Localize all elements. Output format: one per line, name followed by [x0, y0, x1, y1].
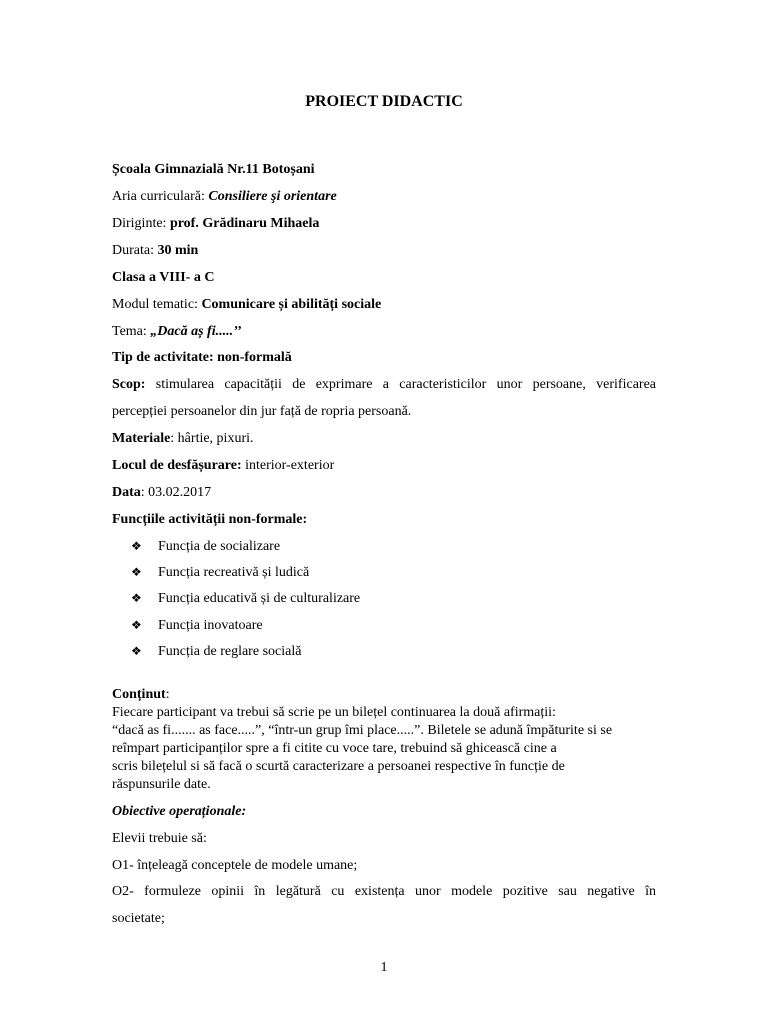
tip-activitate: Tip de activitate: non-formală [112, 350, 292, 365]
durata [112, 242, 656, 260]
elevii-text: Elevii trebuie să: [112, 831, 207, 846]
continut-line: “dacă as fi....... as face.....”, “într-un grup îmi place.....”. Biletele se adună împăturite si se [112, 723, 613, 738]
continut-line: Fiecare participant va trebui să scrie pe un bilețel continuarea la două afirmații: [112, 705, 556, 720]
tema-label: Tema: [112, 324, 147, 339]
document-title: PROIECT DIDACTIC [305, 93, 463, 110]
objective-o2-line-1: O2- formuleze opinii în legătură cu existența unor modele pozitive sau negative în [112, 884, 656, 899]
page-number: 1 [380, 960, 388, 975]
functii-heading: Funcțiile activității non-formale: [112, 512, 308, 527]
durata-value: 30 min [157, 243, 199, 258]
modul-label: Modul tematic: [112, 297, 198, 312]
continut-label: Conținut [112, 687, 166, 702]
list-item-text: Funcția de socializare [158, 539, 281, 554]
durata-label: Durata: [112, 243, 154, 258]
list-item [131, 642, 301, 661]
tema-value: „Dacă aș fi.....’’ [150, 324, 242, 339]
data-activitate [112, 484, 656, 502]
modul-value: Comunicare și abilități sociale [201, 297, 382, 312]
diamond-bullet-icon: ❖ [131, 591, 142, 605]
continut-colon: : [165, 687, 170, 702]
diriginte-label: Diriginte: [112, 216, 167, 231]
aria-curriculara [112, 188, 656, 206]
list-item [131, 563, 309, 582]
diamond-bullet-icon: ❖ [131, 539, 142, 553]
continut-line: reîmpart participanților spre a fi citite cu voce tare, trebuind să ghicească cine a [112, 741, 557, 756]
clasa: Clasa a VIII- a C [112, 270, 215, 285]
list-item-text: Funcția inovatoare [158, 618, 263, 633]
obiective-heading: Obiective operaționale: [112, 804, 247, 819]
data-value: : 03.02.2017 [140, 485, 212, 500]
aria-label: Aria curriculară: [112, 189, 205, 204]
list-item-text: Funcția de reglare socială [158, 644, 302, 659]
continut-heading [112, 686, 656, 703]
locul-value: interior-exterior [245, 458, 335, 473]
aria-value: Consiliere şi orientare [208, 189, 337, 204]
list-item [131, 589, 360, 608]
scop-text-1: stimularea capacității de exprimare a caracteristicilor unor persoane, verificarea [155, 377, 657, 392]
scop-line-1 [112, 376, 656, 394]
diamond-bullet-icon: ❖ [131, 565, 142, 579]
list-item [131, 537, 280, 556]
objective-o1: O1- înțeleagă conceptele de modele umane; [112, 858, 358, 873]
locul-desfasurare [112, 457, 656, 475]
list-item-text: Funcția recreativă și ludică [158, 565, 310, 580]
continut-line: scris bilețelul si să facă o scurtă caracterizare a persoanei respective în funcție de [112, 759, 565, 774]
school-name: Școala Gimnazială Nr.11 Botoșani [112, 162, 315, 177]
diamond-bullet-icon: ❖ [131, 644, 142, 658]
tema [112, 323, 656, 341]
materiale-value: : hârtie, pixuri. [170, 431, 254, 446]
data-label: Data [112, 485, 141, 500]
diriginte [112, 215, 656, 233]
diamond-bullet-icon: ❖ [131, 618, 142, 632]
list-item [131, 616, 263, 635]
materiale-label: Materiale [112, 431, 171, 446]
scop-line-2: percepției persoanelor din jur față de ropria persoană. [112, 404, 412, 419]
modul-tematic [112, 296, 656, 314]
locul-label: Locul de desfășurare: [112, 458, 242, 473]
materiale [112, 430, 656, 448]
list-item-text: Funcția educativă și de culturalizare [158, 591, 361, 606]
diriginte-value: prof. Grădinaru Mihaela [169, 216, 320, 231]
objective-o2-line-2: societate; [112, 911, 165, 926]
continut-line: răspunsurile date. [112, 777, 211, 792]
scop-label: Scop: [112, 377, 146, 392]
